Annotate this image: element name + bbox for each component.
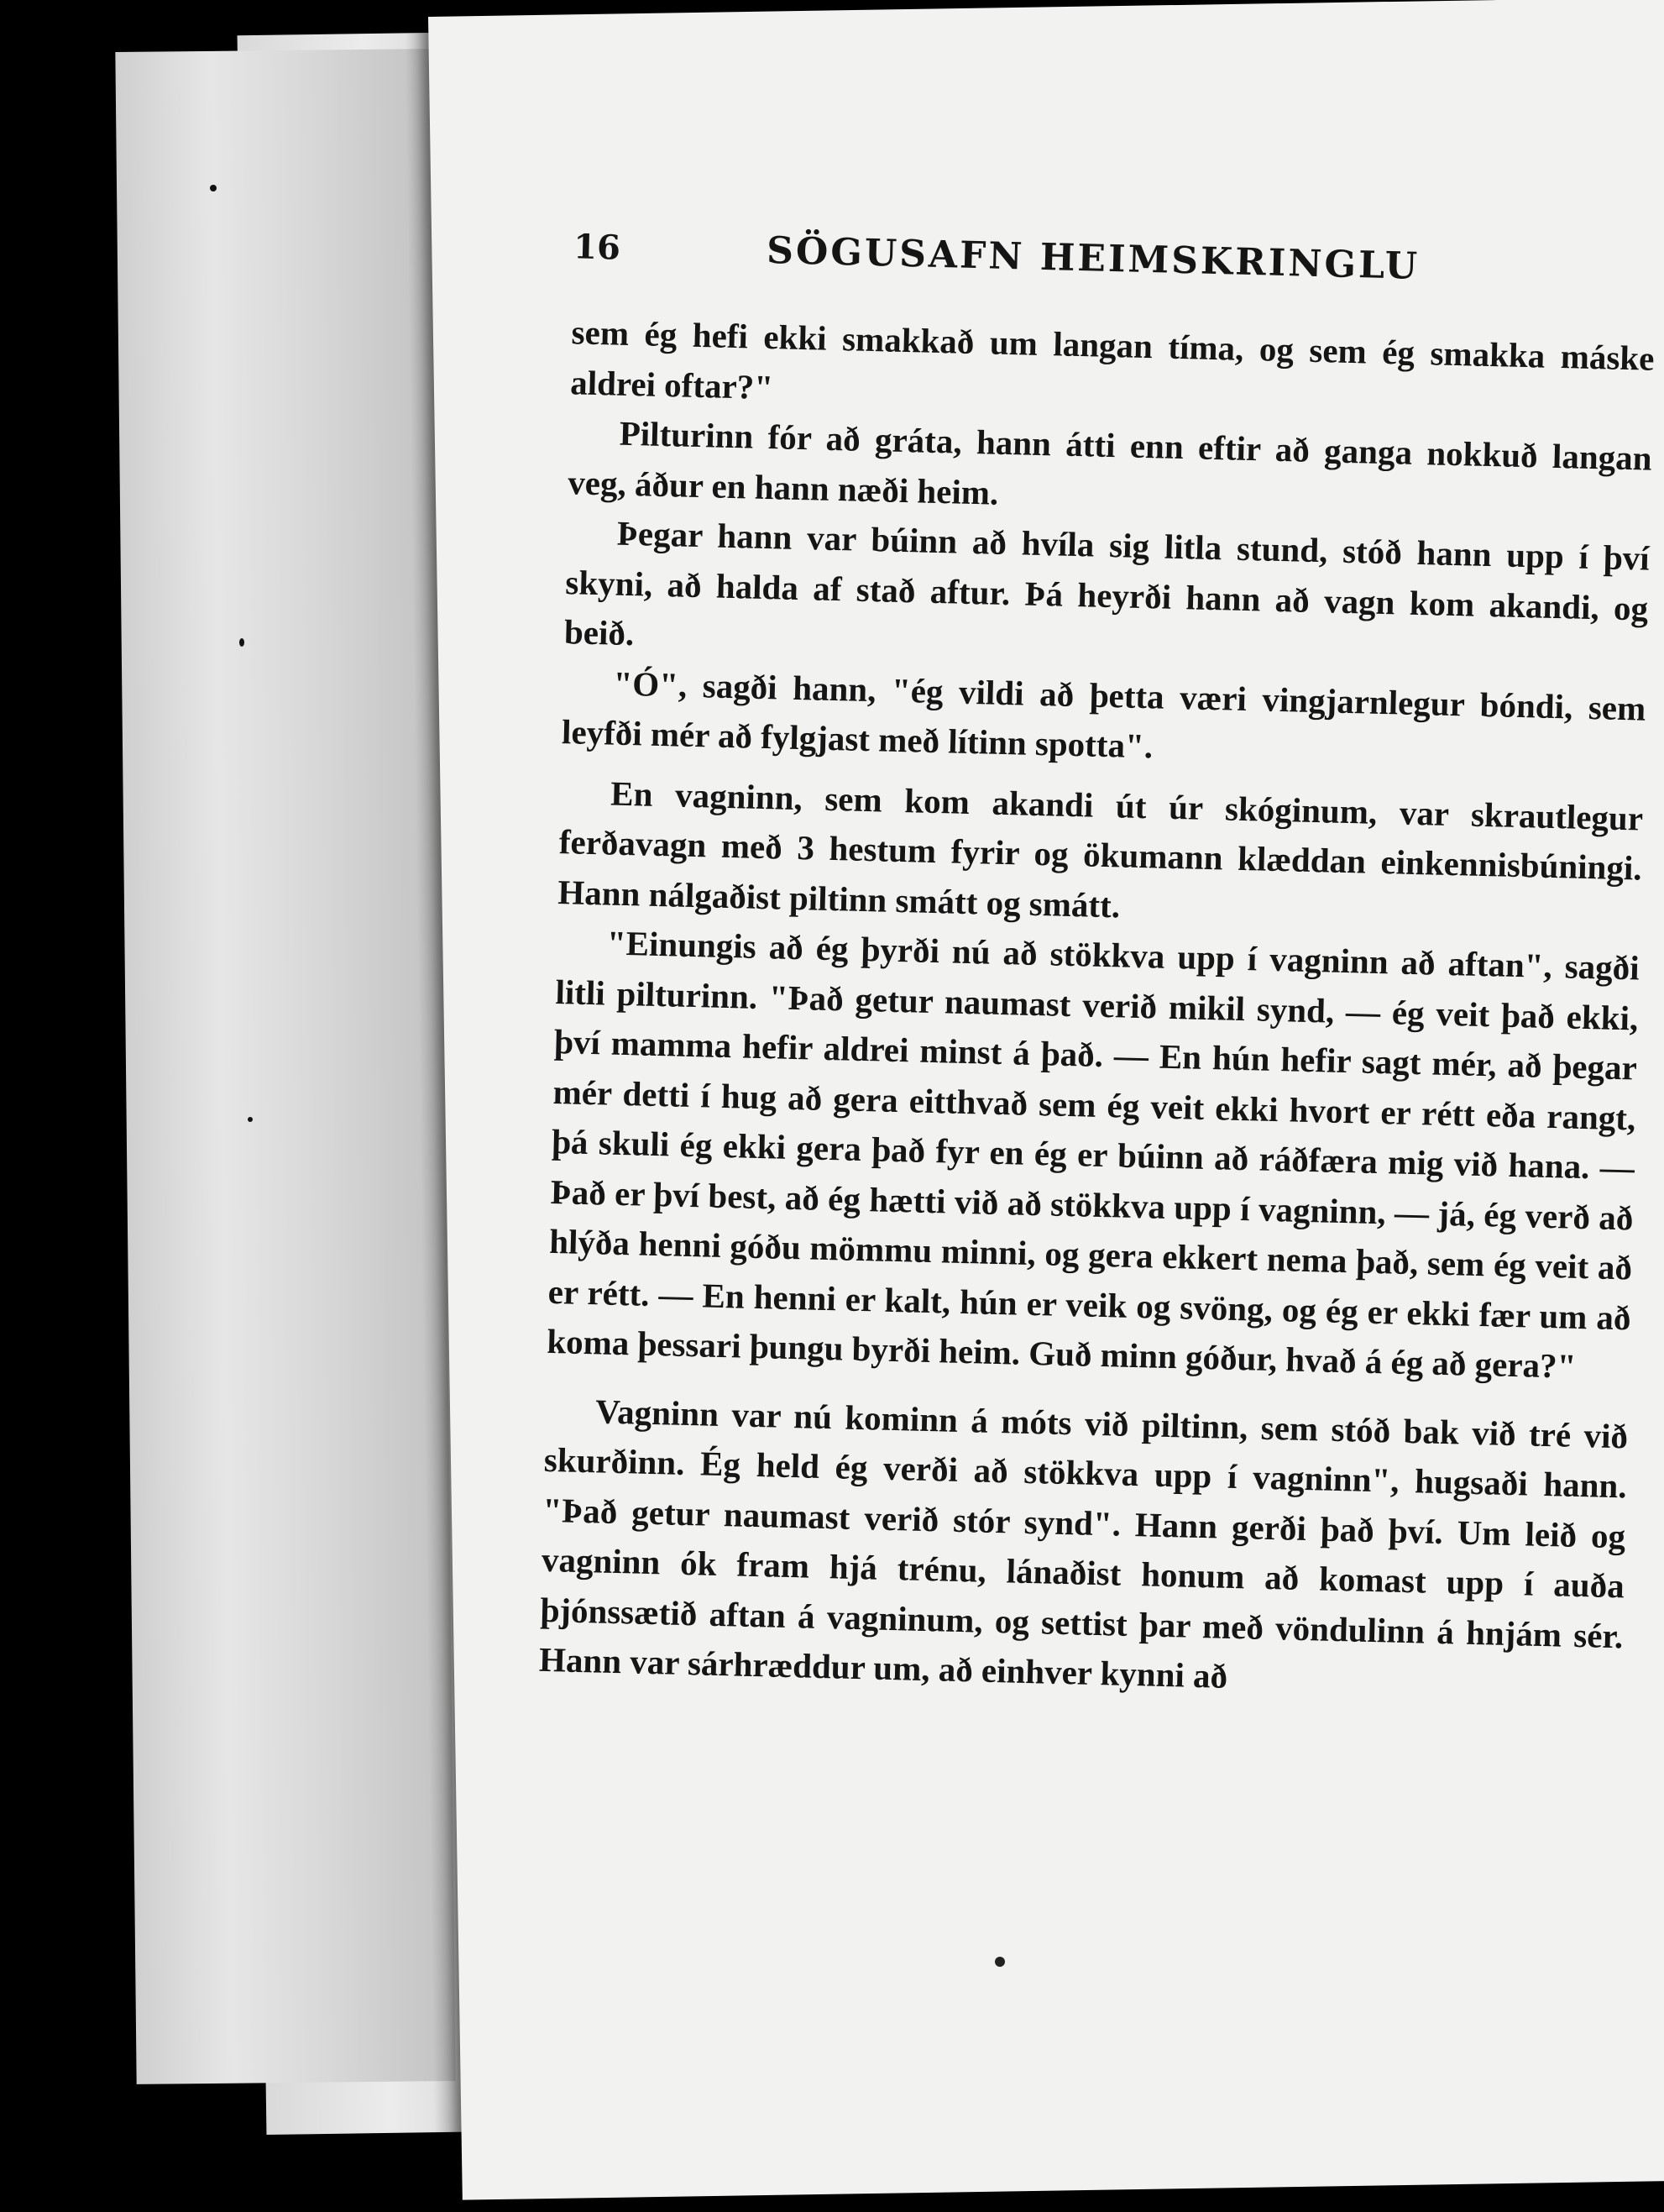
page-number: 16: [573, 227, 621, 268]
paragraph: "Einungis að ég þyrði nú að stökkva upp í vagninn að aftan", sagði litli pilturinn. "Það getur naumast verið mikil synd, — ég veit það ekki, því mamma hefir aldrei minst á það. — En hún hefir sagt mér, að þegar mér detti í hug að gera eitthvað sem ég veit ekki hvort er rétt eða rangt, þá skuli ég ekki gera það fyr en ég er búinn að ráðfæra mig við hana. — Það er því best, að ég hætti við að stökkva upp í vagninn, — já, ég verð að hlýða henni góðu mömmu minni, og gera ekkert nema það, sem ég veit að er rétt. — En henni er kalt, hún er veik og svöng, og ég er ekki fær um að koma þessari þungu byrði heim. Guð minn góður, hvað á ég að gera?": [546, 923, 1640, 1386]
back-page-edge: [115, 49, 455, 2084]
scan-speck: [248, 1117, 253, 1122]
page-content: [538, 224, 1656, 1711]
scan-speck: [210, 185, 217, 191]
body-text: [538, 307, 1655, 1711]
paragraph: En vagninn, sem kom akandi út úr skóginum, var skrautlegur ferðavagn með 3 hestum fyrir og ökumann klæddan einkennisbúningi. Hann nálgaðist piltinn smátt og smátt.: [557, 773, 1644, 925]
paragraph: "Ó", sagði hann, "ég vildi að þetta væri vingjarnlegur bóndi, sem leyfði mér að fylgjast með lítinn spotta".: [561, 663, 1646, 766]
book-page: [428, 0, 1664, 2200]
paragraph: Þegar hann var búinn að hvíla sig litla stund, stóð hann upp í því skyni, að halda af stað aftur. Þá heyrði hann að vagn kom akandi, og beið.: [563, 513, 1651, 653]
paragraph: Vagninn var nú kominn á móts við piltinn, sem stóð bak við tré við skurðinn. Ég held ég verði að stökkva upp í vagninn", hugsaði hann. "Það getur naumast verið stór synd". Hann gerði það því. Um leið og vagninn ók fram hjá trénu, lánaðist honum að komast upp í auða þjónssætið aftan á vagninum, og settist þar með vöndulinn á hnjám sér. Hann var sárhræddur um, að einhver kynni að: [538, 1391, 1629, 1696]
scan-speck: [995, 1957, 1005, 1967]
running-title: SÖGUSAFN HEIMSKRINGLU: [766, 228, 1421, 288]
scan-speck: [239, 638, 244, 647]
running-head: [573, 224, 1657, 294]
paragraph: sem ég hefi ekki smakkað um langan tíma, og sem ég smakka máske aldrei oftar?": [569, 312, 1655, 406]
paragraph: Pilturinn fór að gráta, hann átti enn eftir að ganga nokkuð langan veg, áður en hann næði heim.: [567, 413, 1653, 512]
